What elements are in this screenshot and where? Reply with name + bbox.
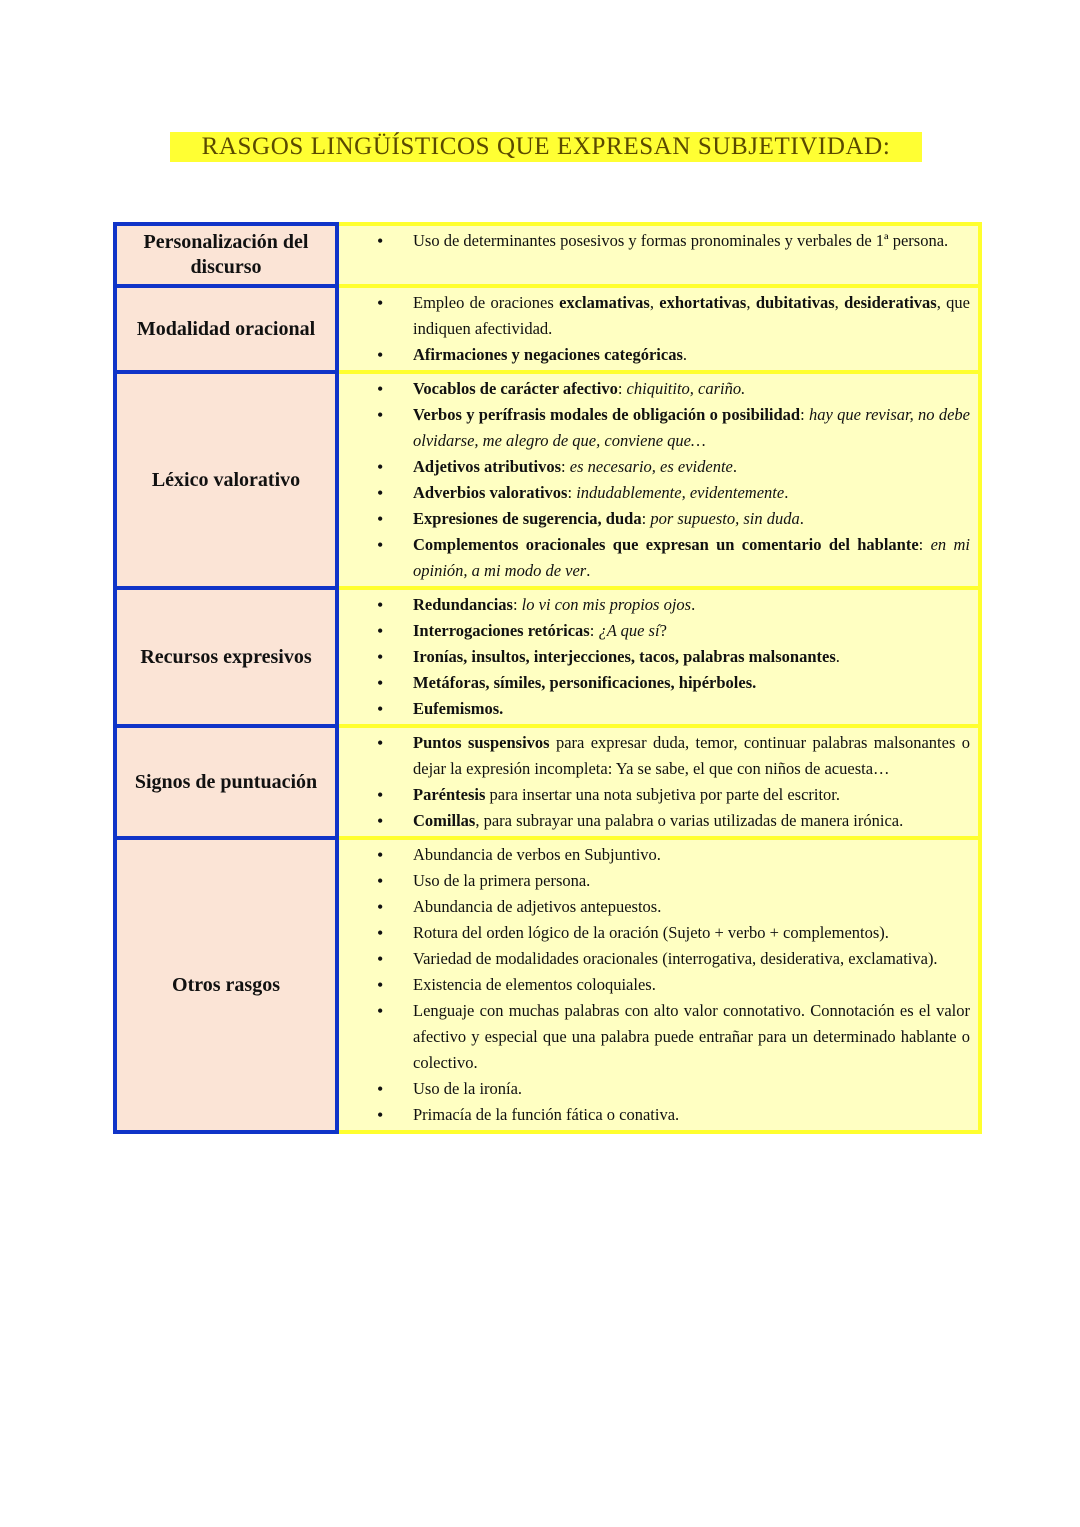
list-item [339, 946, 970, 972]
text-segment: : [567, 483, 577, 502]
category-cell: Modalidad oracional [115, 286, 337, 372]
text-segment: desiderativas [844, 293, 937, 312]
text-segment: Uso de la primera persona. [413, 871, 591, 890]
list-item [339, 506, 970, 532]
list-item [339, 342, 970, 368]
features-table-body [115, 224, 980, 1132]
text-segment: . [691, 595, 696, 614]
text-segment: Metáforas, símiles, personificaciones, hipérboles. [413, 673, 757, 692]
text-segment: Verbos y perífrasis modales de obligación o posibilidad [413, 405, 801, 424]
list-item [339, 894, 970, 920]
text-segment: . [784, 483, 789, 502]
list-item [339, 376, 970, 402]
items-cell [337, 224, 980, 286]
text-segment: es necesario, es evidente [569, 457, 733, 476]
bullet-list [339, 592, 970, 722]
text-segment: : [918, 535, 931, 554]
category-cell: Otros rasgos [115, 838, 337, 1132]
text-segment: . [586, 561, 591, 580]
text-segment: Comillas [413, 811, 476, 830]
category-cell: Recursos expresivos [115, 588, 337, 726]
text-segment: en mi opinión, a mi modo de ver [413, 535, 970, 580]
list-item [339, 290, 970, 342]
list-item [339, 998, 970, 1076]
list-item [339, 1076, 970, 1102]
text-segment: : [589, 621, 599, 640]
items-cell [337, 838, 980, 1132]
list-item [339, 808, 970, 834]
list-item [339, 782, 970, 808]
list-item [339, 532, 970, 584]
text-segment: Ironías, insultos, interjecciones, tacos, palabras malsonantes [413, 647, 836, 666]
text-segment: : [617, 379, 627, 398]
text-segment: Adjetivos atributivos [413, 457, 562, 476]
text-segment: ¿A que sí [598, 621, 660, 640]
text-segment: por supuesto, sin duda [650, 509, 800, 528]
list-item [339, 644, 970, 670]
list-item [339, 920, 970, 946]
bullet-list [339, 842, 970, 1128]
text-segment: Expresiones de sugerencia, duda [413, 509, 642, 528]
list-item [339, 1102, 970, 1128]
text-segment: dubitativas [755, 293, 835, 312]
table-row [115, 286, 980, 372]
text-segment: : [641, 509, 651, 528]
text-segment: . [835, 647, 840, 666]
list-item [339, 730, 970, 782]
text-segment: Afirmaciones y negaciones categóricas [413, 345, 683, 364]
items-cell [337, 372, 980, 588]
text-segment: Vocablos de carácter afectivo [413, 379, 618, 398]
list-item [339, 670, 970, 696]
list-item [339, 454, 970, 480]
table-row [115, 224, 980, 286]
text-segment: . [732, 457, 737, 476]
list-item [339, 696, 970, 722]
table-row [115, 726, 980, 838]
items-cell [337, 588, 980, 726]
text-segment: Uso de la ironía. [413, 1079, 523, 1098]
text-segment: Lenguaje con muchas palabras con alto valor connotativo. Connotación es el valor afectivo y especial que una palabra puede entrañar para un determinado hablante o colectivo. [413, 1001, 970, 1072]
text-segment: para expresar duda, temor, continuar palabras malsonantes o dejar la expresión incompleta: Ya se sabe, el que con niños de acuesta… [413, 733, 970, 778]
text-segment: Eufemismos. [413, 699, 504, 718]
list-item [339, 868, 970, 894]
text-segment: , que indiquen afectividad. [413, 293, 970, 338]
items-cell [337, 286, 980, 372]
list-item [339, 972, 970, 998]
bullet-list [339, 376, 970, 584]
text-segment: Existencia de elementos coloquiales. [413, 975, 656, 994]
text-segment: , para subrayar una palabra o varias utilizadas de manera irónica. [475, 811, 904, 830]
list-item [339, 618, 970, 644]
items-cell [337, 726, 980, 838]
text-segment: Rotura del orden lógico de la oración (Sujeto + verbo + complementos). [413, 923, 889, 942]
text-segment: para insertar una nota subjetiva por parte del escritor. [485, 785, 841, 804]
text-segment: Complementos oracionales que expresan un comentario del hablante [413, 535, 919, 554]
text-segment: : [800, 405, 810, 424]
text-segment: : [512, 595, 522, 614]
category-cell: Léxico valorativo [115, 372, 337, 588]
features-table [113, 222, 982, 1134]
table-row [115, 838, 980, 1132]
text-segment: . [799, 509, 804, 528]
text-segment: exhortativas [659, 293, 747, 312]
text-segment: , [746, 293, 756, 312]
text-segment: Puntos suspensivos [413, 733, 550, 752]
text-segment: Primacía de la función fática o conativa. [413, 1105, 680, 1124]
text-segment: Uso de determinantes posesivos y formas pronominales y verbales de 1ª persona. [413, 231, 949, 250]
bullet-list [339, 228, 970, 254]
text-segment: . [682, 345, 688, 364]
table-row [115, 372, 980, 588]
list-item [339, 480, 970, 506]
text-segment: Abundancia de verbos en Subjuntivo. [413, 845, 661, 864]
table-row [115, 588, 980, 726]
list-item [339, 842, 970, 868]
text-segment: exclamativas [559, 293, 650, 312]
text-segment: , [834, 293, 845, 312]
text-segment: Adverbios valorativos [413, 483, 568, 502]
text-segment: , [649, 293, 660, 312]
text-segment: hay que revisar, no debe olvidarse, me alegro de que, conviene que… [413, 405, 970, 450]
text-segment: Empleo de oraciones [413, 293, 560, 312]
text-segment: Abundancia de adjetivos antepuestos. [413, 897, 662, 916]
text-segment: Redundancias [413, 595, 513, 614]
bullet-list [339, 730, 970, 834]
list-item [339, 592, 970, 618]
category-cell: Personalización del discurso [115, 224, 337, 286]
page-title: RASGOS LINGÜÍSTICOS QUE EXPRESAN SUBJETIVIDAD: [170, 132, 922, 162]
text-segment: Interrogaciones retóricas [413, 621, 590, 640]
text-segment: indudablemente, evidentemente [576, 483, 785, 502]
text-segment: Paréntesis [413, 785, 486, 804]
text-segment: chiquitito, cariño. [626, 379, 746, 398]
list-item [339, 402, 970, 454]
text-segment: lo vi con mis propios ojos [521, 595, 692, 614]
list-item [339, 228, 970, 254]
text-segment: ? [659, 621, 667, 640]
text-segment: : [561, 457, 570, 476]
text-segment: Variedad de modalidades oracionales (interrogativa, desiderativa, exclamativa). [413, 949, 938, 968]
bullet-list [339, 290, 970, 368]
category-cell: Signos de puntuación [115, 726, 337, 838]
